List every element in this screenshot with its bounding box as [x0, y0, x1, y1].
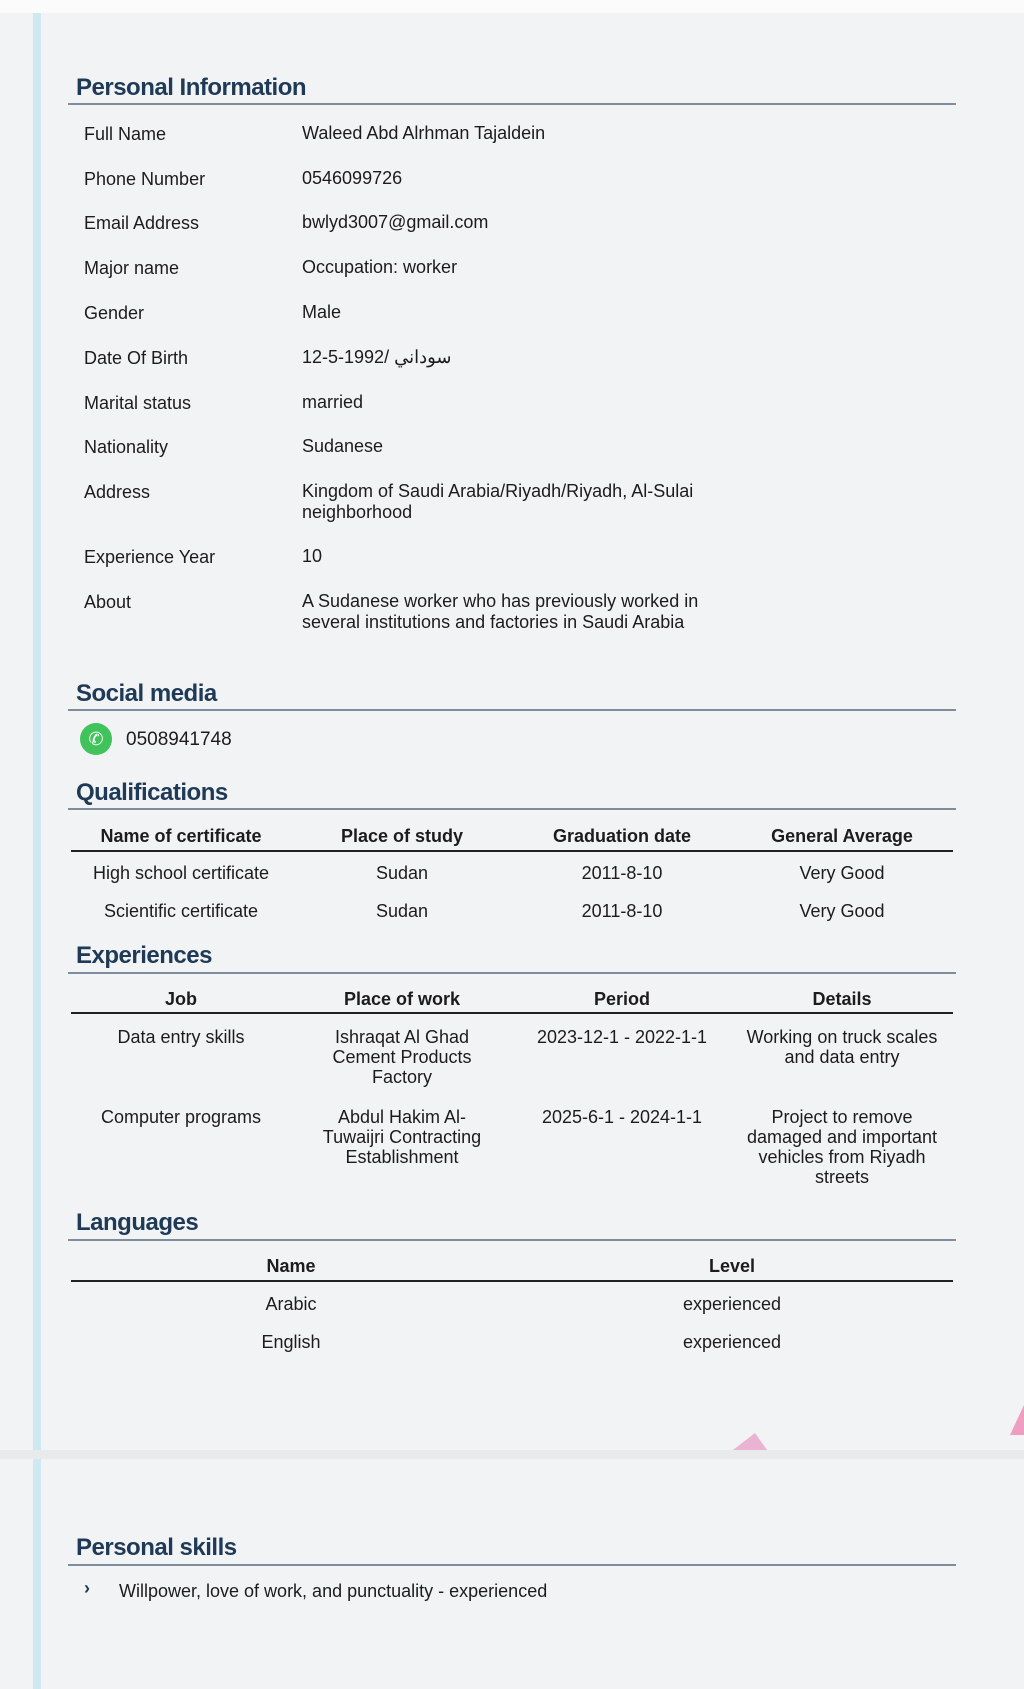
column-header: Details [812, 989, 872, 1009]
table-cell: Data entry skills [117, 1027, 245, 1047]
column-header: General Average [771, 826, 913, 846]
field-value: Kingdom of Saudi Arabia/Riyadh/Riyadh, Al-Sulai neighborhood [302, 481, 694, 522]
table-cell: Scientific certificate [103, 901, 259, 921]
field-value: A Sudanese worker who has previously worked in several institutions and factories in Saudi Arabia [302, 591, 699, 632]
field-value: 10 [302, 546, 323, 566]
table-cell: High school certificate [92, 863, 270, 883]
table-cell: Abdul Hakim Al-Tuwaijri Contracting Establishment [322, 1107, 482, 1167]
field-value: 12-5-1992/ سوداني [302, 347, 452, 367]
table-cell: Arabic [265, 1294, 317, 1314]
table-cell: 2011-8-10 [581, 863, 663, 883]
table-cell: Sudan [375, 863, 429, 883]
table-cell: Project to remove damaged and important vehicles from Riyadh streets [746, 1107, 938, 1187]
field-label: Phone Number [84, 169, 206, 189]
field-value: Waleed Abd Alrhman Tajaldein [302, 123, 546, 143]
whatsapp-number[interactable]: 0508941748 [126, 729, 232, 750]
field-label: Experience Year [84, 547, 216, 567]
column-header: Name of certificate [100, 826, 262, 846]
table-cell: experienced [682, 1294, 782, 1314]
table-cell: Computer programs [100, 1107, 262, 1127]
field-value: Male [302, 302, 342, 322]
side-stripe [33, 13, 41, 1689]
table-cell: Ishraqat Al Ghad Cement Products Factory [332, 1027, 472, 1087]
table-cell: 2025-6-1 - 2024-1-1 [541, 1107, 703, 1127]
field-value: Sudanese [302, 436, 384, 456]
field-label: Major name [84, 258, 180, 278]
field-label: Marital status [84, 393, 192, 413]
table-cell: 2011-8-10 [581, 901, 663, 921]
page-break [0, 1450, 1024, 1459]
field-value: married [302, 392, 364, 412]
divider [68, 972, 956, 974]
table-cell: Very Good [799, 901, 885, 921]
section-title-skills: Personal skills [76, 1534, 237, 1561]
skill-item: Willpower, love of work, and punctuality - experienced [119, 1581, 548, 1601]
field-value: 0546099726 [302, 168, 403, 188]
table-cell: 2023-12-1 - 2022-1-1 [536, 1027, 708, 1047]
field-label: About [84, 592, 132, 612]
field-value: bwlyd3007@gmail.com [302, 212, 489, 232]
column-header: Graduation date [552, 826, 692, 846]
field-label: Gender [84, 303, 145, 323]
column-header: Period [593, 989, 651, 1009]
column-header: Name [266, 1256, 316, 1276]
section-title-personal: Personal Information [76, 74, 307, 101]
section-title-qualifications: Qualifications [76, 779, 228, 806]
table-header-rule [71, 850, 953, 852]
decor-triangle [733, 1433, 767, 1450]
table-cell: Very Good [799, 863, 885, 883]
divider [68, 808, 956, 810]
field-label: Date Of Birth [84, 348, 189, 368]
field-label: Email Address [84, 213, 200, 233]
column-header: Place of work [343, 989, 461, 1009]
table-header-rule [71, 1012, 953, 1014]
field-value: Occupation: worker [302, 257, 458, 277]
chevron-right-icon: › [84, 1578, 90, 1598]
field-label: Nationality [84, 437, 169, 457]
section-title-experiences: Experiences [76, 942, 212, 969]
field-label: Full Name [84, 124, 167, 144]
table-header-rule [71, 1280, 953, 1282]
top-edge [0, 0, 1024, 13]
divider [68, 709, 956, 711]
column-header: Level [708, 1256, 756, 1276]
whatsapp-icon[interactable]: ✆ [80, 723, 112, 755]
section-title-languages: Languages [76, 1209, 199, 1236]
divider [68, 103, 956, 105]
column-header: Job [164, 989, 198, 1009]
section-title-social: Social media [76, 680, 217, 707]
table-cell: experienced [682, 1332, 782, 1352]
decor-triangle [1010, 1405, 1024, 1435]
field-label: Address [84, 482, 151, 502]
table-cell: English [261, 1332, 321, 1352]
column-header: Place of study [340, 826, 464, 846]
divider [68, 1239, 956, 1241]
divider [68, 1564, 956, 1566]
table-cell: Sudan [375, 901, 429, 921]
table-cell: Working on truck scales and data entry [746, 1027, 938, 1067]
